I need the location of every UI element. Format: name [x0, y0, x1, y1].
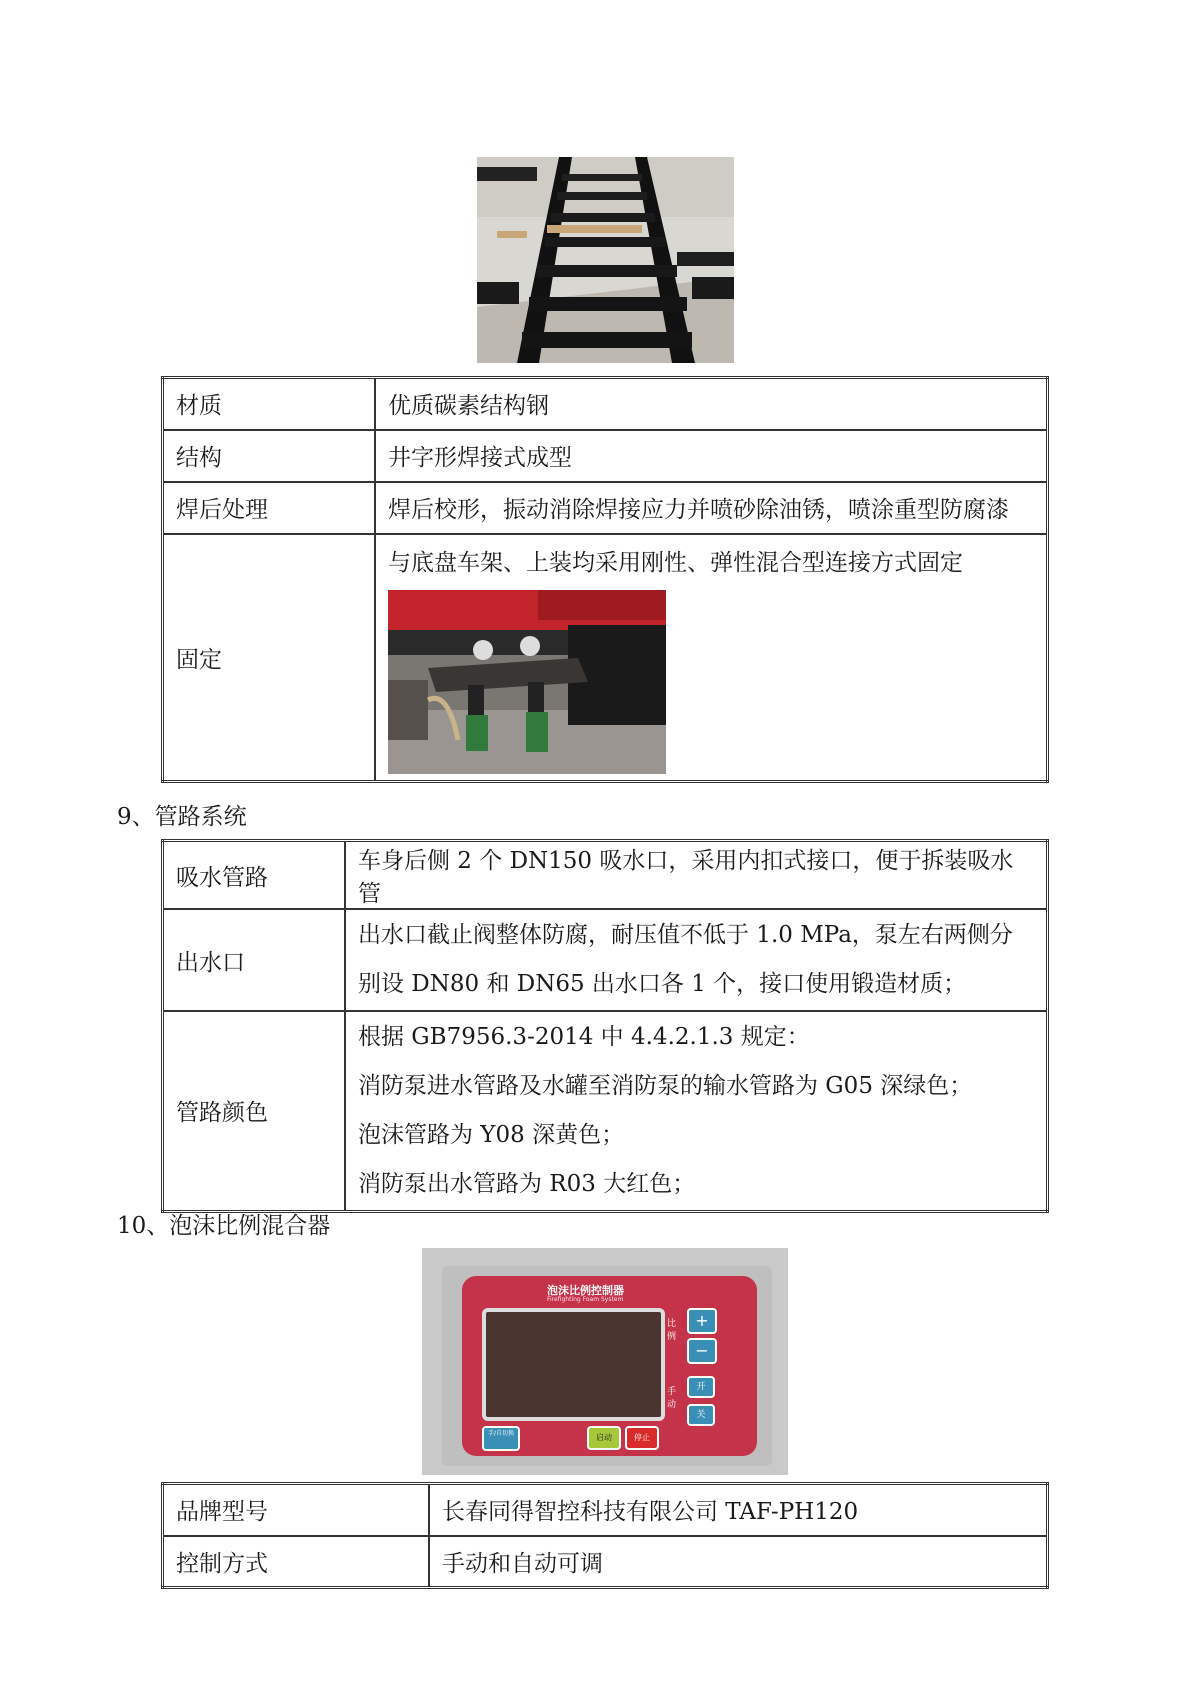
table-row — [163, 1536, 1048, 1588]
controller-subtitle: Firefighting Foam System — [547, 1296, 624, 1303]
table-row — [163, 430, 1048, 482]
table-row — [163, 482, 1048, 534]
row-value-line: 泡沫管路为 Y08 深黄色； — [358, 1121, 625, 1148]
table-row — [163, 909, 1048, 1011]
row-label: 材质 — [163, 378, 376, 430]
switch-button[interactable]: 手/自切换 — [482, 1426, 520, 1451]
start-button[interactable]: 启动 — [587, 1426, 621, 1450]
row-label: 固定 — [163, 534, 376, 782]
row-label: 控制方式 — [163, 1536, 430, 1588]
row-label: 出水口 — [163, 909, 346, 1011]
controller-face — [462, 1276, 757, 1456]
row-label: 结构 — [163, 430, 376, 482]
section-heading-foam: 10、泡沫比例混合器 — [117, 1213, 331, 1239]
row-label: 焊后处理 — [163, 482, 376, 534]
frame-photo-drawing — [477, 157, 734, 363]
table-row — [163, 841, 1048, 910]
frame-spec-table — [161, 376, 1049, 783]
row-value-line: 消防泵进水管路及水罐至消防泵的输水管路为 G05 深绿色； — [358, 1072, 973, 1099]
controller-panel — [442, 1266, 772, 1466]
close-button[interactable]: 关 — [687, 1404, 715, 1426]
mount-photo-drawing — [388, 590, 666, 774]
mount-photo — [388, 590, 666, 774]
pipe-spec-table — [161, 839, 1049, 1213]
foam-spec-table — [161, 1482, 1049, 1589]
section-heading-pipes: 9、管路系统 — [117, 804, 247, 830]
controller-title: 泡沫比例控制器 — [547, 1284, 624, 1297]
row-label: 管路颜色 — [163, 1011, 346, 1211]
row-value: 与底盘车架、上装均采用刚性、弹性混合型连接方式固定 — [388, 549, 963, 576]
controller-screen — [482, 1308, 665, 1421]
row-value: 手动和自动可调 — [429, 1536, 1048, 1588]
minus-button[interactable]: − — [687, 1338, 717, 1364]
row-label: 品牌型号 — [163, 1484, 430, 1536]
table-row — [163, 378, 1048, 430]
row-value: 焊后校形，振动消除焊接应力并喷砂除油锈，喷涂重型防腐漆 — [375, 482, 1048, 534]
row-value-line: 消防泵出水管路为 R03 大红色； — [358, 1170, 696, 1197]
row-value-line: 根据 GB7956.3-2014 中 4.4.2.1.3 规定： — [358, 1023, 810, 1050]
table-row — [163, 1484, 1048, 1536]
foam-controller-photo — [422, 1248, 788, 1475]
row-label: 吸水管路 — [163, 841, 346, 910]
ratio-label: 比例 — [667, 1319, 677, 1342]
row-value: 车身后侧 2 个 DN150 吸水口，采用内扣式接口，便于拆装吸水管 — [345, 841, 1048, 910]
table-row — [163, 1011, 1048, 1211]
row-value: 井字形焊接式成型 — [375, 430, 1048, 482]
stop-button[interactable]: 停止 — [625, 1426, 659, 1450]
plus-button[interactable]: + — [687, 1308, 717, 1334]
row-value: 长春同得智控科技有限公司 TAF-PH120 — [429, 1484, 1048, 1536]
open-button[interactable]: 开 — [687, 1376, 715, 1398]
frame-photo — [477, 157, 734, 363]
row-value: 优质碳素结构钢 — [375, 378, 1048, 430]
table-row — [163, 534, 1048, 782]
row-value-line: 别设 DN80 和 DN65 出水口各 1 个，接口使用锻造材质； — [358, 971, 967, 997]
manual-label: 手动 — [667, 1387, 677, 1410]
row-value-line: 出水口截止阀整体防腐，耐压值不低于 1.0 MPa，泵左右两侧分 — [358, 922, 1013, 948]
